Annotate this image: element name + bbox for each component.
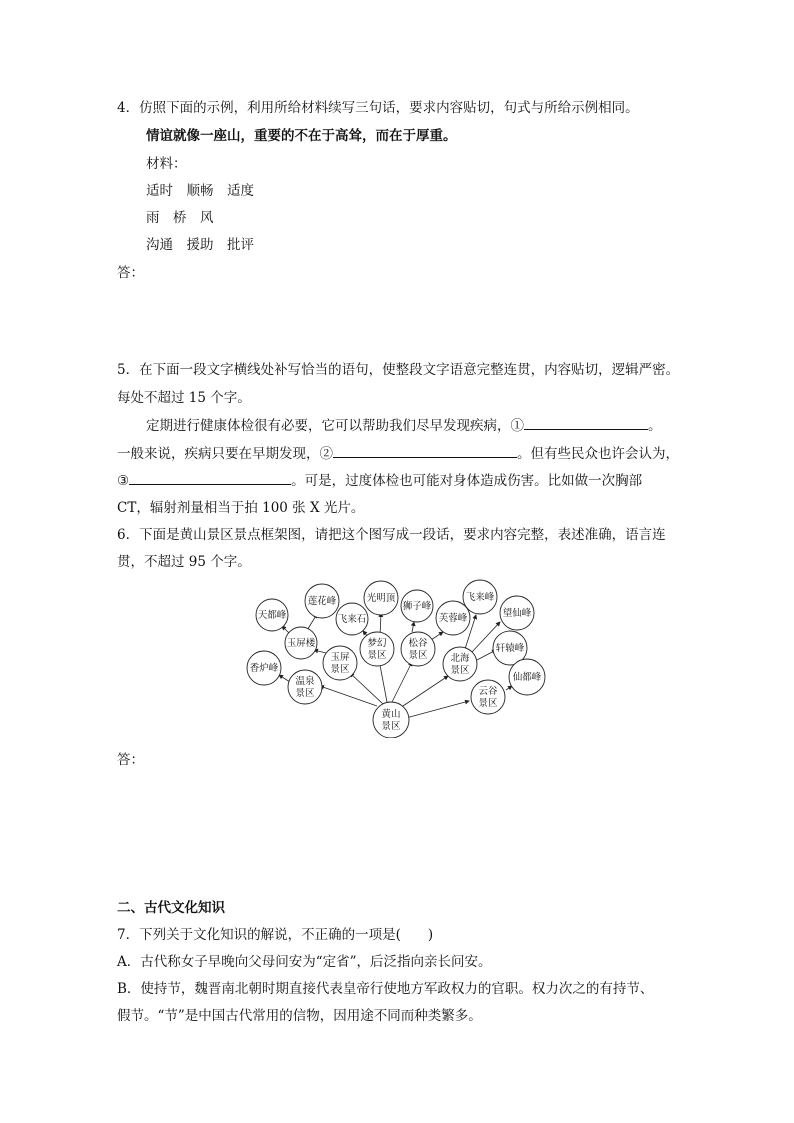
edge-center-menghuan: [379, 660, 387, 702]
q5-passage-line-1: [146, 414, 662, 434]
node-beihai-line-1: 北海: [450, 653, 470, 664]
q4-example: 情谊就像一座山，重要的不在于高耸，而在于厚重。: [146, 128, 457, 144]
node-wenquan: [288, 670, 322, 704]
node-guangming-label: 光明顶: [366, 593, 396, 604]
node-center: [373, 702, 409, 738]
q4-material-label: 材料：: [146, 156, 187, 172]
node-yupinglou-label: 玉屏楼: [286, 638, 316, 649]
q5-passage-end-2: 。但有些民众也许会认为，: [517, 446, 679, 462]
node-wangxian-label: 望仙峰: [502, 608, 532, 619]
node-tiandu: [256, 599, 288, 631]
q5-blank-3[interactable]: [129, 471, 291, 485]
node-menghuan: [360, 632, 394, 666]
q5-prompt-line-1: 5．在下面一段文字横线处补写恰当的语句，使整段文字语意完整连贯，内容贴切，逻辑严密。: [117, 362, 680, 378]
q5-blank-3-marker: ③: [117, 473, 130, 489]
q7-option-b-line-2: 假节。“节”是中国古代常用的信物，因用途不同而种类繁多。: [117, 1008, 482, 1024]
q4-answer-label: 答：: [117, 265, 144, 281]
edge-center-wenquan: [320, 686, 377, 706]
edge-center-songgu: [392, 662, 412, 702]
node-wangxian: [500, 596, 534, 630]
q4-prompt: 4．仿照下面的示例，利用所给材料续写三句话，要求内容贴切，句式与所给示例相同。: [117, 100, 639, 116]
node-beihai: [443, 647, 477, 681]
node-center-line-2: 景区: [381, 721, 401, 732]
node-xiandu: [509, 659, 545, 695]
node-feilaifeng: [463, 580, 497, 614]
node-center-line-1: 黄山: [381, 709, 401, 720]
edge-center-beihai: [400, 676, 448, 708]
q5-passage-text-1: 定期进行健康体检很有必要，它可以帮助我们尽早发现疾病，①: [146, 418, 524, 434]
node-xianglu-label: 香炉峰: [249, 663, 279, 674]
node-furong: [436, 601, 470, 635]
edge-yungu-xiandu: [506, 686, 512, 690]
q6-prompt-line-2: 贯，不超过 95 个字。: [117, 554, 251, 570]
node-xianglu: [247, 651, 281, 685]
node-yuping: [323, 646, 357, 680]
q5-blank-2[interactable]: [333, 444, 517, 458]
node-lianhua-label: 莲花峰: [307, 596, 337, 607]
node-xuanyuan-label: 轩辕峰: [495, 643, 525, 654]
edge-wenquan-xianglu: [279, 675, 290, 682]
node-xiandu-label: 仙都峰: [512, 672, 542, 683]
q7-option-b-line-1: B．使持节，魏晋南北朝时期直接代表皇帝行使地方军政权力的官职。权力次之的有持节、: [117, 981, 654, 997]
edge-yuping-yupinglou: [314, 650, 326, 653]
node-beihai-line-2: 景区: [450, 665, 470, 676]
node-shizi: [401, 590, 433, 622]
section-2-heading: 二、古代文化知识: [117, 900, 225, 916]
q5-passage-text-3: 。可是，过度体检也可能对身体造成伤害。比如做一次胸部: [291, 473, 643, 489]
q5-passage-line-4: CT，辐射剂量相当于拍 100 张 X 光片。: [117, 500, 365, 516]
q4-material-row-3: 沟通 援助 批评: [146, 237, 254, 253]
node-songgu: [401, 632, 435, 666]
node-yungu: [471, 680, 505, 714]
node-yuping-line-1: 玉屏: [330, 652, 350, 663]
edge-songgu-furong: [431, 632, 443, 640]
node-songgu-line-1: 松谷: [408, 638, 428, 649]
node-guangming: [364, 581, 398, 615]
q7-prompt: 7．下列关于文化知识的解说，不正确的一项是( ): [117, 927, 434, 943]
huangshan-scenic-diagram: [240, 578, 560, 738]
node-yupinglou: [285, 627, 317, 659]
q5-passage-text-2: 一般来说，疾病只要在早期发现，②: [117, 446, 333, 462]
edge-songgu-shizi: [412, 622, 414, 632]
node-menghuan-line-1: 梦幻: [367, 638, 387, 649]
edge-center-yungu: [406, 701, 469, 718]
node-yuping-line-2: 景区: [330, 664, 350, 675]
edge-center-yuping: [350, 673, 383, 704]
q5-blank-1[interactable]: [524, 416, 648, 430]
node-feilaifeng-label: 飞来峰: [465, 592, 495, 603]
node-shizi-label: 狮子峰: [402, 601, 432, 612]
node-feilaishi: [336, 603, 368, 635]
q5-passage-line-3: [117, 469, 642, 489]
q7-option-a: A．古代称女子早晚向父母问安为“定省”，后泛指向亲长问安。: [117, 954, 492, 970]
q5-passage-end-1: 。: [648, 418, 662, 434]
q6-answer-label: 答：: [117, 752, 144, 768]
node-yungu-line-2: 景区: [478, 698, 498, 709]
node-wenquan-line-2: 景区: [295, 688, 315, 699]
q6-prompt-line-1: 6．下面是黄山景区景点框架图，请把这个图写成一段话，要求内容完整，表述准确，语言连: [117, 527, 666, 543]
q4-material-row-2: 雨 桥 风: [146, 210, 214, 226]
node-yungu-line-1: 云谷: [478, 686, 498, 697]
node-wenquan-line-1: 温泉: [295, 676, 315, 687]
q4-material-row-1: 适时 顺畅 适度: [146, 183, 254, 199]
q5-passage-line-2: [117, 442, 679, 462]
node-lianhua: [305, 584, 339, 618]
node-songgu-line-2: 景区: [408, 650, 428, 661]
q5-prompt-line-2: 每处不超过 15 个字。: [117, 390, 251, 406]
node-furong-label: 芙蓉峰: [438, 613, 468, 624]
node-feilaishi-label: 飞来石: [337, 614, 367, 625]
node-menghuan-line-2: 景区: [367, 650, 387, 661]
node-tiandu-label: 天都峰: [257, 610, 287, 621]
